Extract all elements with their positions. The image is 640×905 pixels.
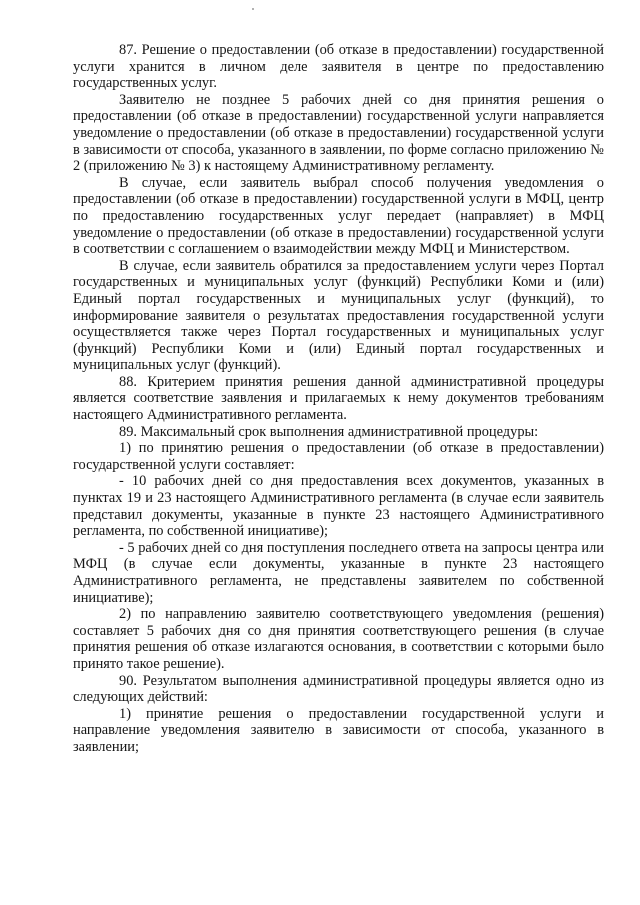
paragraph-87: 87. Решение о предоставлении (об отказе в предоставлении) государственной услуги хранится в личном деле заявителя в центре по предоставлению государственных услуг. [73,42,604,92]
paragraph-89-item-1-dash-1: - 10 рабочих дней со дня предоставления всех документов, указанных в пунктах 19 и 23 настоящего Административного регламента (в случае если заявитель представил документы, указанные в пункте 23 настоящего Административного регламента, по собственной инициативе); [73,473,604,540]
paragraph-90-item-1: 1) принятие решения о предоставлении государственной услуги и направление уведомления заявителю в зависимости от способа, указанного в заявлении; [73,705,604,755]
paragraph-89-item-1-dash-2: - 5 рабочих дней со дня поступления последнего ответа на запросы центра или МФЦ (в случае если документы, указанные в пункте 23 настоящего Административного регламента, не представлены заявителем по собственной инициативе); [73,539,604,606]
paragraph-90: 90. Результатом выполнения административной процедуры является одно из следующих действий: [73,672,604,706]
paragraph-mfc-case: В случае, если заявитель выбрал способ получения уведомления о предоставлении (об отказе в предоставлении) государственной услуги в МФЦ, центр по предоставлению государственных услуг передает (направляет) в МФЦ уведомление о предоставлении (об отказе в предоставлении) государственной услуги в соответствии с соглашением о взаимодействии между МФЦ и Министерством. [73,174,604,258]
scan-speck [252,8,254,10]
paragraph-89-item-2: 2) по направлению заявителю соответствующего уведомления (решения) составляет 5 рабочих дня со дня принятия соответствующего решения (в случае принятия решения об отказе излагаются основания, в соответствии с которыми было принято такое решение). [73,606,604,672]
paragraph-89: 89. Максимальный срок выполнения административной процедуры: [119,423,539,440]
paragraph-88: 88. Критерием принятия решения данной административной процедуры является соответствие заявления и прилагаемых к нему документов требованиям настоящего Административного регламента. [73,373,604,424]
paragraph-portal-case: В случае, если заявитель обратился за предоставлением услуги через Портал государственных и муниципальных услуг (функций) Республики Коми и (или) Единый портал государственных и муниципальных услуг (функций), то информирование заявителя о результатах предоставления государственной услуги осуществляется также через Портал государственных и муниципальных услуг (функций) Республики Коми и (или) Единый портал государственных и муниципальных услуг (функций). [73,257,604,374]
paragraph-notification: Заявителю не позднее 5 рабочих дней со дня принятия решения о предоставлении (об отказе в предоставлении) государственной услуги направляется уведомление о предоставлении (об отказе в предоставлении) государственной услуги в зависимости от способа, указанного в заявлении, по форме согласно приложению № 2 (приложению № 3) к настоящему Административному регламенту. [73,91,604,175]
paragraph-89-item-1: 1) по принятию решения о предоставлении (об отказе в предоставлении) государственной услуги составляет: [73,440,604,473]
